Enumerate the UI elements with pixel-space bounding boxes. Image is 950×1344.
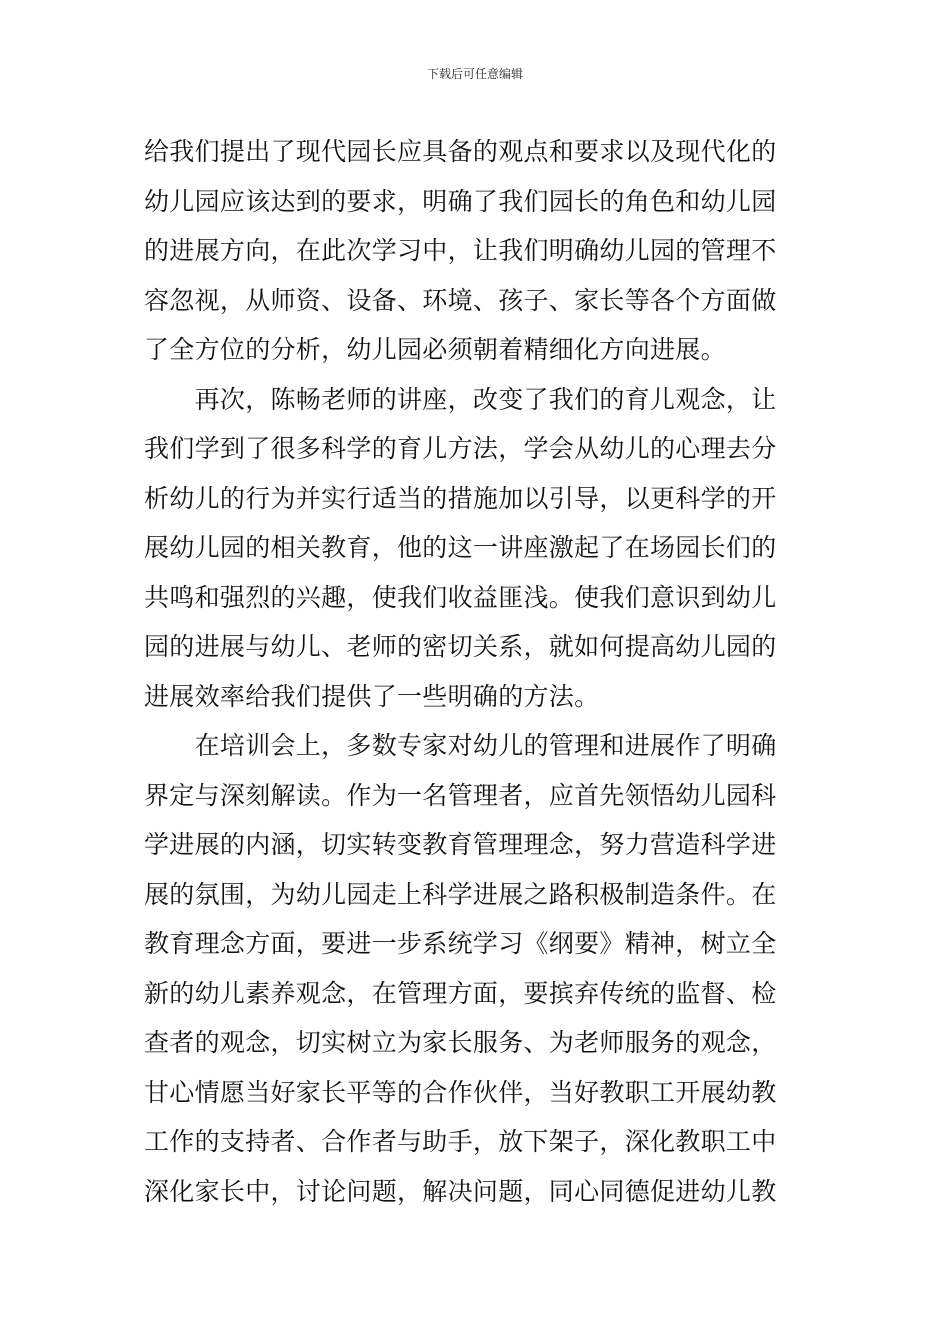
- text-line: 容忽视，从师资、设备、环境、孩子、家长等各个方面做: [144, 285, 777, 315]
- text-line: 展幼儿园的相关教育，他的这一讲座激起了在场园长们的: [144, 533, 777, 562]
- text-line: 甘心情愿当好家长平等的合作伙伴，当好教职工开展幼教: [144, 1077, 777, 1107]
- text-line: 我们学到了很多科学的育儿方法，学会从幼儿的心理去分: [144, 434, 777, 463]
- text-line: 园的进展与幼儿、老师的密切关系，就如何提高幼儿园的: [144, 632, 777, 661]
- text-line: 析幼儿的行为并实行适当的措施加以引导，以更科学的开: [144, 483, 777, 513]
- text-line: 深化家长中，讨论问题，解决问题，同心同德促进幼儿教: [144, 1176, 777, 1206]
- text-line: 展的氛围，为幼儿园走上科学进展之路积极制造条件。在: [144, 879, 777, 909]
- text-line: 共鸣和强烈的兴趣，使我们收益匪浅。使我们意识到幼儿: [144, 582, 777, 612]
- text-line: 新的幼儿素养观念，在管理方面，要摈弃传统的监督、检: [144, 978, 777, 1008]
- text-line: 给我们提出了现代园长应具备的观点和要求以及现代化的: [144, 137, 777, 166]
- text-line: 界定与深刻解读。作为一名管理者，应首先领悟幼儿园科: [144, 780, 777, 810]
- text-line: 工作的支持者、合作者与助手，放下架子，深化教职工中: [144, 1127, 777, 1156]
- text-line: 再次，陈畅老师的讲座，改变了我们的育儿观念，让: [144, 384, 777, 414]
- document-body: [144, 127, 808, 1216]
- text-line: 学进展的内涵，切实转变教育管理理念，努力营造科学进: [144, 830, 777, 859]
- text-line: 在培训会上，多数专家对幼儿的管理和进展作了明确: [144, 731, 777, 760]
- text-line: 的进展方向，在此次学习中，让我们明确幼儿园的管理不: [144, 236, 777, 265]
- text-line: 幼儿园应该达到的要求，明确了我们园长的角色和幼儿园: [144, 186, 777, 216]
- text-line: 教育理念方面，要进一步系统学习《纲要》精神，树立全: [144, 929, 777, 958]
- text-line: 查者的观念，切实树立为家长服务、为老师服务的观念，: [144, 1028, 777, 1057]
- text-line: 进展效率给我们提供了一些明确的方法。: [144, 681, 600, 711]
- text-line: 了全方位的分析，幼儿园必须朝着精细化方向进展。: [144, 335, 726, 364]
- page-header: 下载后可任意编辑: [426, 67, 523, 81]
